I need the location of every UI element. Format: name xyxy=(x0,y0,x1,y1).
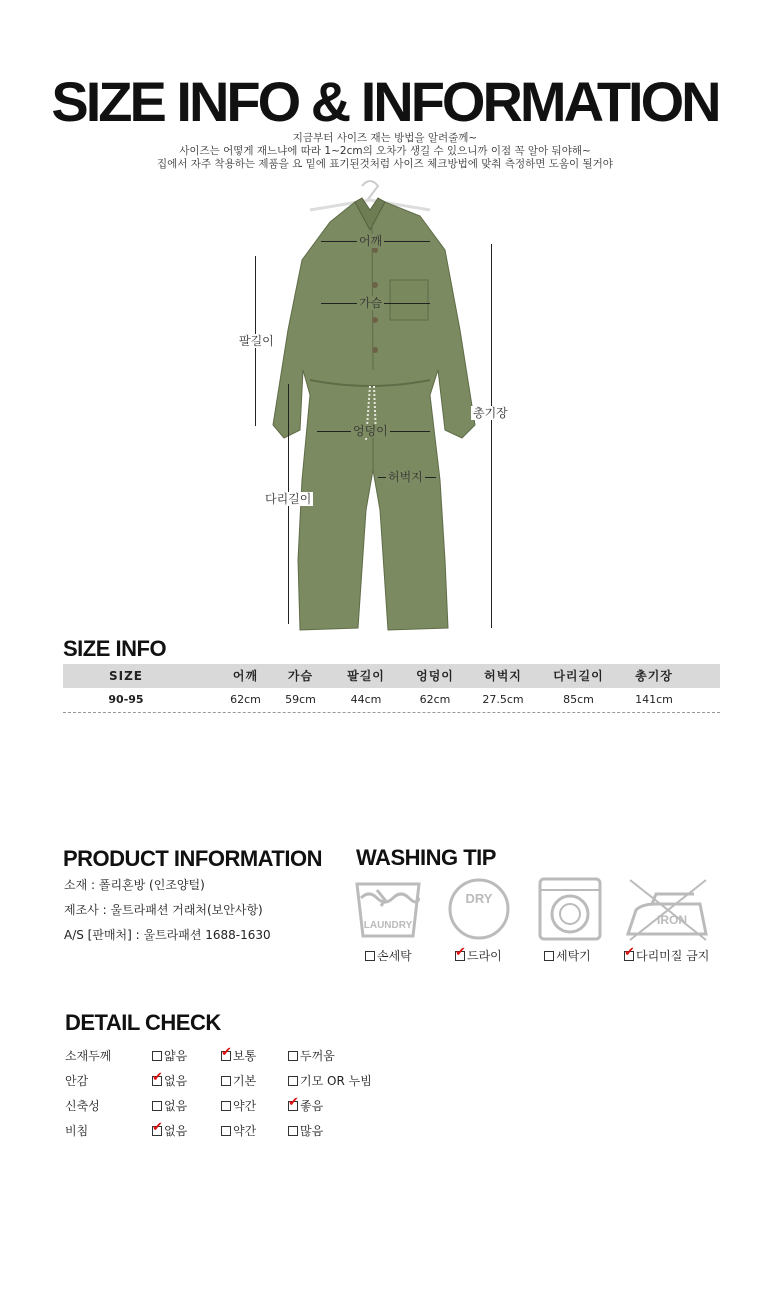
checkbox-checked-icon[interactable] xyxy=(152,1126,162,1136)
chest-label: 가슴 xyxy=(359,296,383,310)
table-divider xyxy=(63,712,720,713)
option-normal[interactable] xyxy=(221,1047,256,1064)
checkbox-icon[interactable] xyxy=(221,1076,231,1086)
checkbox-icon[interactable] xyxy=(152,1051,162,1061)
option-sheer-slight[interactable] xyxy=(221,1122,256,1139)
detail-label-thickness: 소재두께 xyxy=(65,1049,112,1063)
checkbox-checked-icon[interactable] xyxy=(221,1051,231,1061)
sleeve-label: 팔길이 xyxy=(239,334,274,348)
wash-option-no-iron[interactable] xyxy=(624,947,709,964)
wash-option-label: 드라이 xyxy=(467,949,502,963)
option-lining-fleece[interactable] xyxy=(288,1072,372,1089)
checkbox-checked-icon[interactable] xyxy=(288,1101,298,1111)
as-line: A/S [판매처] : 울트라패션 1688-1630 xyxy=(64,928,271,942)
detail-check-title: DETAIL CHECK xyxy=(65,1010,221,1035)
option-thick[interactable] xyxy=(288,1047,335,1064)
option-label: 없음 xyxy=(164,1124,188,1138)
hip-label: 엉덩이 xyxy=(353,424,388,438)
checkbox-checked-icon[interactable] xyxy=(152,1076,162,1086)
cell-sleeve: 44cm xyxy=(350,693,382,706)
col-hip: 엉덩이 xyxy=(416,669,454,683)
laundry-icon-text: LAUNDRY xyxy=(363,920,413,931)
col-size: SIZE xyxy=(108,669,143,683)
cell-thigh: 27.5cm xyxy=(482,693,524,706)
cell-total: 141cm xyxy=(635,693,673,706)
wash-option-dry[interactable] xyxy=(455,947,502,964)
shoulder-label: 어깨 xyxy=(359,234,383,248)
checkbox-icon[interactable] xyxy=(288,1076,298,1086)
iron-icon-text: IRON xyxy=(657,913,687,927)
wash-option-machine[interactable] xyxy=(544,947,591,964)
option-sheer-much[interactable] xyxy=(288,1122,323,1139)
total-measure-line xyxy=(491,244,492,628)
option-stretch-none[interactable] xyxy=(152,1097,187,1114)
option-sheer-none[interactable] xyxy=(152,1122,187,1139)
laundry-icon xyxy=(355,876,421,942)
intro-line-3: 집에서 자주 착용하는 제품을 요 밑에 표기된것처럼 사이즈 체크방법에 맞춰 측정하면 도움이 될거야 xyxy=(157,158,613,170)
cell-size: 90-95 xyxy=(108,693,144,706)
option-label: 약간 xyxy=(233,1099,257,1113)
table-row xyxy=(63,690,720,710)
washing-tip-title: WASHING TIP xyxy=(356,845,496,870)
option-label: 약간 xyxy=(233,1124,257,1138)
washing-machine-icon xyxy=(537,876,603,942)
checkbox-checked-icon[interactable] xyxy=(455,951,465,961)
option-stretch-slight[interactable] xyxy=(221,1097,256,1114)
option-label: 많음 xyxy=(300,1124,324,1138)
material-line: 소재 : 폴리혼방 (인조양털) xyxy=(64,878,205,892)
wash-option-label: 세탁기 xyxy=(556,949,591,963)
option-label: 없음 xyxy=(164,1074,188,1088)
option-label: 두꺼움 xyxy=(300,1049,335,1063)
option-label: 좋음 xyxy=(300,1099,324,1113)
cell-hip: 62cm xyxy=(419,693,451,706)
intro-line-1: 지금부터 사이즈 재는 방법을 알려줄께~ xyxy=(292,132,478,144)
option-label: 얇음 xyxy=(164,1049,188,1063)
thigh-label: 허벅지 xyxy=(388,470,423,484)
checkbox-icon[interactable] xyxy=(365,951,375,961)
option-thin[interactable] xyxy=(152,1047,187,1064)
dry-icon xyxy=(446,876,512,942)
wash-option-handwash[interactable] xyxy=(365,947,412,964)
checkbox-icon[interactable] xyxy=(288,1126,298,1136)
col-thigh: 허벅지 xyxy=(484,669,522,683)
detail-label-stretch: 신축성 xyxy=(65,1099,100,1113)
checkbox-icon[interactable] xyxy=(221,1126,231,1136)
product-info-title: PRODUCT INFORMATION xyxy=(63,846,322,871)
col-chest: 가슴 xyxy=(287,669,314,683)
leg-label: 다리길이 xyxy=(265,492,312,506)
iron-icon xyxy=(622,876,712,942)
col-sleeve: 팔길이 xyxy=(347,669,385,683)
option-label: 없음 xyxy=(164,1099,188,1113)
cell-leg: 85cm xyxy=(563,693,594,706)
size-table-header xyxy=(63,664,720,688)
intro-line-2: 사이즈는 어떻게 재느냐에 따라 1~2cm의 오차가 생길 수 있으니까 이점 꼭 알아 둬야해~ xyxy=(179,145,591,157)
option-label: 기모 OR 누빔 xyxy=(300,1074,372,1088)
col-shoulder: 어깨 xyxy=(232,669,259,683)
cell-shoulder: 62cm xyxy=(230,693,261,706)
dry-icon-text: DRY xyxy=(465,891,493,906)
checkbox-checked-icon[interactable] xyxy=(624,951,634,961)
option-stretch-good[interactable] xyxy=(288,1097,323,1114)
col-leg: 다리길이 xyxy=(553,669,604,683)
option-lining-basic[interactable] xyxy=(221,1072,256,1089)
total-label: 총기장 xyxy=(473,406,508,420)
cell-chest: 59cm xyxy=(285,693,316,706)
wash-option-label: 다리미질 금지 xyxy=(636,949,710,963)
checkbox-icon[interactable] xyxy=(288,1051,298,1061)
checkbox-icon[interactable] xyxy=(221,1101,231,1111)
option-label: 기본 xyxy=(233,1074,257,1088)
option-label: 보통 xyxy=(233,1049,257,1063)
option-lining-none[interactable] xyxy=(152,1072,187,1089)
page-title: SIZE INFO & INFORMATION xyxy=(51,70,719,133)
detail-label-sheerness: 비침 xyxy=(65,1124,89,1138)
col-total: 총기장 xyxy=(635,669,673,683)
wash-option-label: 손세탁 xyxy=(377,949,412,963)
jumpsuit-image xyxy=(270,180,490,635)
size-info-title: SIZE INFO xyxy=(63,636,167,661)
manufacturer-line: 제조사 : 울트라패션 거래처(보안사항) xyxy=(64,903,263,917)
checkbox-icon[interactable] xyxy=(544,951,554,961)
detail-label-lining: 안감 xyxy=(65,1074,89,1088)
checkbox-icon[interactable] xyxy=(152,1101,162,1111)
